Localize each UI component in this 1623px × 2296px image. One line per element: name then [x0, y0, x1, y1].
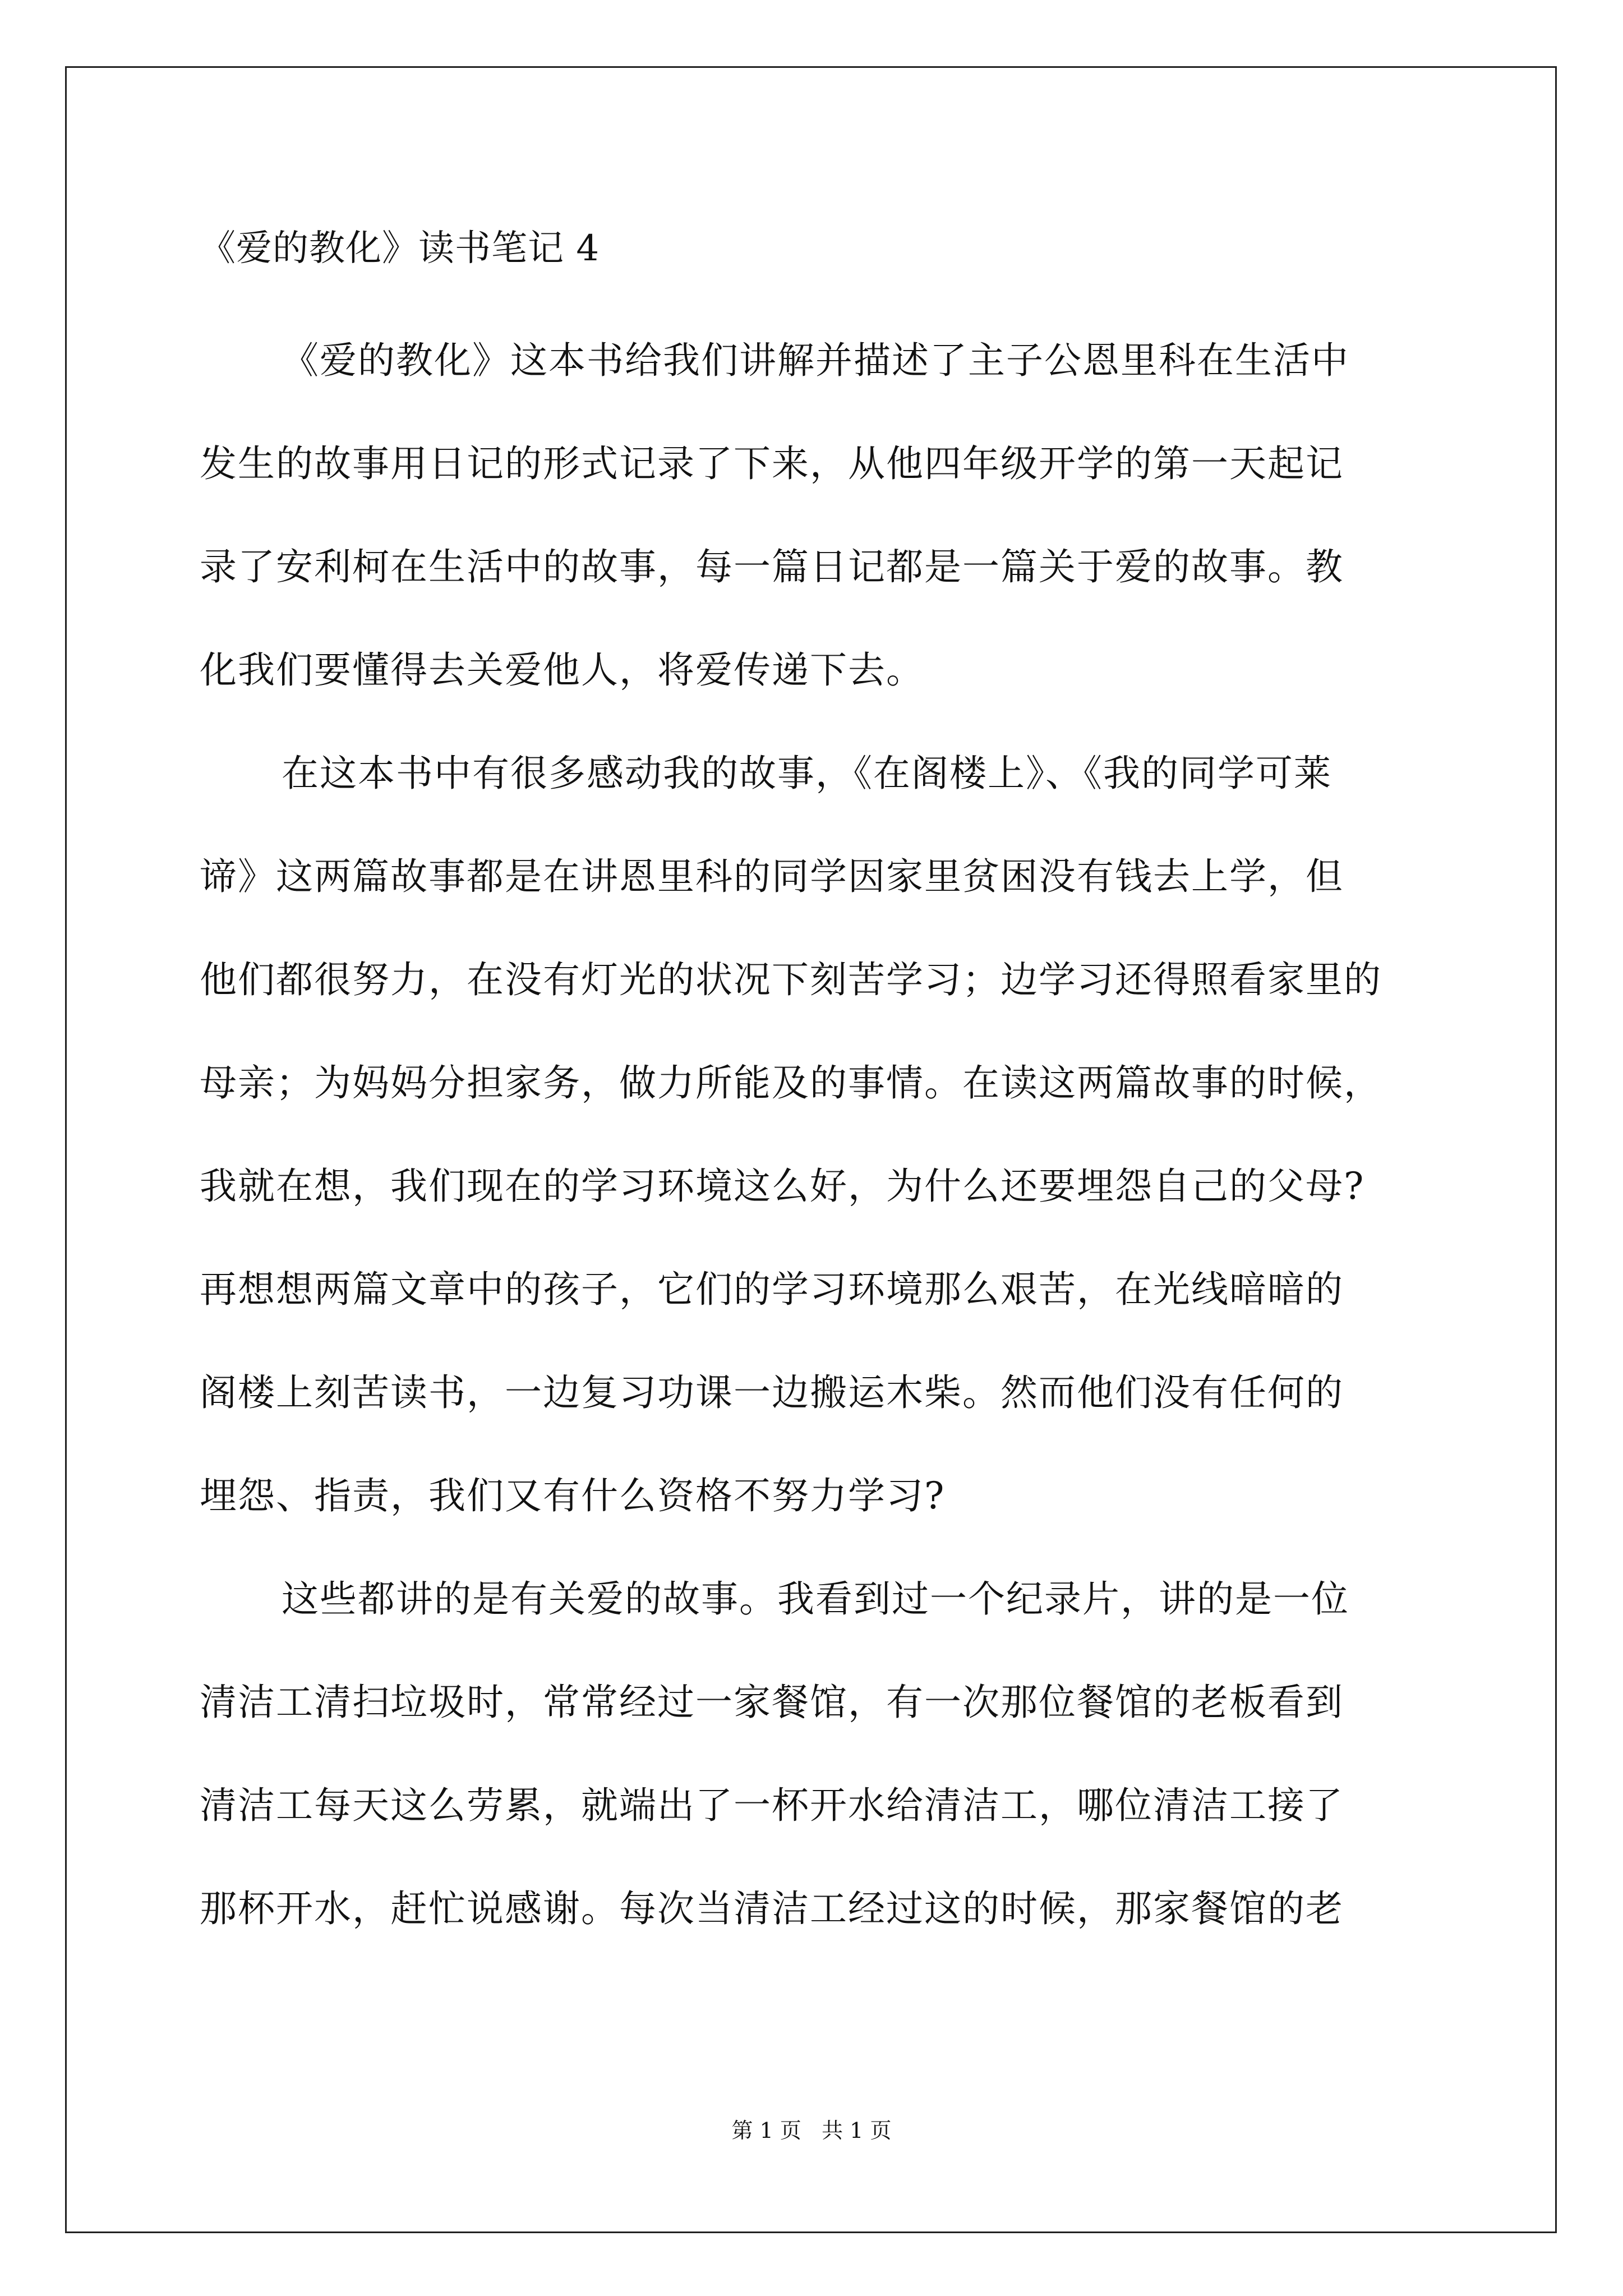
document-title: 《爱的教化》读书笔记 4 — [200, 228, 600, 269]
body-line: 我就在想，我们现在的学习环境这么好，为什么还要埋怨自己的父母? — [200, 1165, 1365, 1208]
body-line: 这些都讲的是有关爱的故事。我看到过一个纪录片，讲的是一位 — [282, 1577, 1349, 1621]
body-line: 再想想两篇文章中的孩子，它们的学习环境那么艰苦，在光线暗暗的 — [200, 1268, 1344, 1311]
body-line: 母亲；为妈妈分担家务，做力所能及的事情。在读这两篇故事的时候， — [200, 1061, 1382, 1105]
body-line: 清洁工清扫垃圾时，常常经过一家餐馆，有一次那位餐馆的老板看到 — [200, 1681, 1344, 1724]
body-line: 《爱的教化》这本书给我们讲解并描述了主子公恩里科在生活中 — [282, 339, 1349, 382]
body-line: 阁楼上刻苦读书，一边复习功课一边搬运木柴。然而他们没有任何的 — [200, 1371, 1344, 1414]
body-line: 在这本书中有很多感动我的故事，《在阁楼上》、《我的同学可莱 — [282, 752, 1332, 795]
body-line: 埋怨、指责，我们又有什么资格不努力学习? — [200, 1474, 946, 1517]
body-line: 化我们要懂得去关爱他人，将爱传递下去。 — [200, 648, 924, 692]
body-line: 清洁工每天这么劳累，就端出了一杯开水给清洁工，哪位清洁工接了 — [200, 1784, 1344, 1827]
body-line: 发生的故事用日记的形式记录了下来，从他四年级开学的第一天起记 — [200, 442, 1344, 485]
body-line: 那杯开水，赶忙说感谢。每次当清洁工经过这的时候，那家餐馆的老 — [200, 1887, 1344, 1930]
body-line: 录了安利柯在生活中的故事，每一篇日记都是一篇关于爱的故事。教 — [200, 545, 1344, 588]
page-number-footer: 第 1 页 共 1 页 — [731, 2118, 892, 2143]
body-line: 他们都很努力，在没有灯光的状况下刻苦学习；边学习还得照看家里的 — [200, 958, 1382, 1001]
body-line: 谛》这两篇故事都是在讲恩里科的同学因家里贫困没有钱去上学，但 — [200, 855, 1344, 898]
